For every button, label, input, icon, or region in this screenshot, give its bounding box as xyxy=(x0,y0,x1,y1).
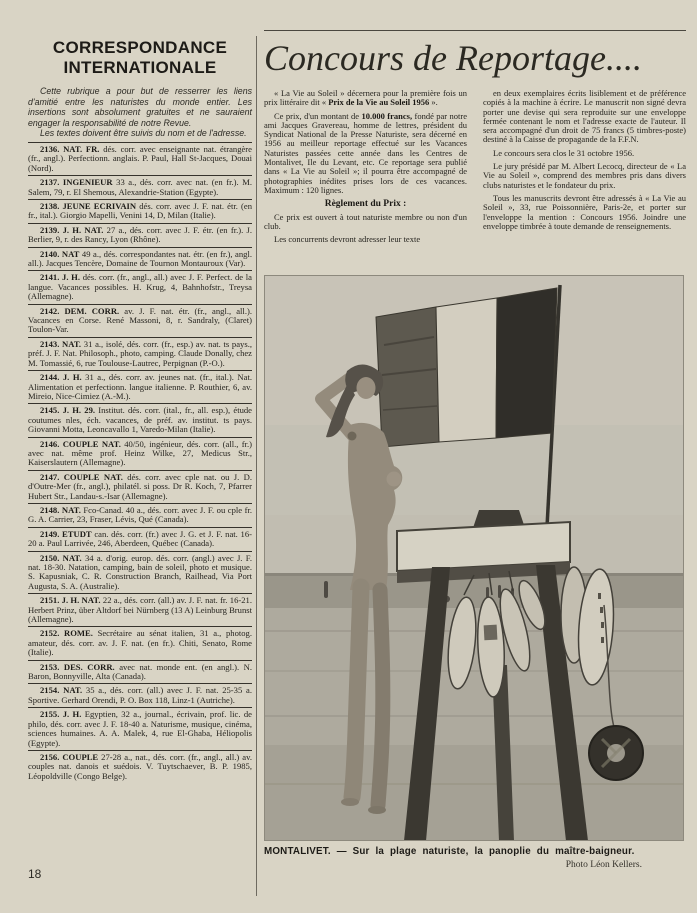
classified-ad xyxy=(28,175,252,197)
ad-lead: J. H. xyxy=(62,709,82,720)
ad-number: 2138. xyxy=(40,201,60,211)
ad-lead: INGENIEUR xyxy=(62,177,113,188)
ad-number: 2152. xyxy=(40,628,60,639)
photo-caption-block xyxy=(264,846,684,871)
article-column xyxy=(264,30,686,871)
article-title: Concours de Reportage.... xyxy=(264,38,642,78)
ad-text: 40/50, ingénieur, dés. corr. (all., fr.) avec nat. même prof. Heinz Wilke, 27, Medicus Str., Kaiserslautern (Allemagne). xyxy=(28,438,252,468)
ad-text: dés. corr. avec cple nat. ou J. D. d'Outre-Mer (fr., angl.), philatél. si poss. Dr R. Koch, 7, Pfarrer Hubert Str., Landau-s.-Isar (Allemagne). xyxy=(28,471,252,501)
ad-text: 34 a. d'orig. europ. dés. corr. (angl.) avec J. F. nat. 18-30. Natation, camping, bain de soleil, photo et musique. S. Kapusniak, C. R. Construction Branch, Railhead, Via Port Augusta, S. A. (Australie). xyxy=(28,552,252,591)
ad-lead: JEUNE ECRIVAIN xyxy=(62,201,137,211)
ad-text: 49 a., dés. correspondantes nat. étr. (en fr.), angl. all.). Jacques Tencère, Domaine de Tournon Montauroux (Var). xyxy=(28,248,252,269)
article-paragraph: Le jury présidé par M. Albert Lecocq, directeur de « La Vie au Soleil », comprend des membres pris dans divers clubs naturistes et le fondateur du prix. xyxy=(483,161,686,190)
ad-text: 31 a., isolé, dés. corr. (fr., esp.) av. nat. ts pays., préf. J. F. Nat. Philosoph., photo, camping. Claude Donally, chez M. Tomassié, 6, rue Toulouse-Lautrec, Perpignan (P.-O.). xyxy=(28,338,252,368)
ad-number: 2144. xyxy=(40,372,60,383)
correspondance-title xyxy=(28,38,252,78)
ad-text: 22 a., dés. corr. (all.) av. J. F. nat. fr. 16-21. Herbert Prinz, über Altdorf bei Nürnberg (13 A) Leinburg Brunst (Allemagne). xyxy=(28,595,252,625)
correspondance-title-line1: CORRESPONDANCE xyxy=(52,38,228,57)
classified-ad xyxy=(28,683,252,705)
ad-text: Fco-Canad. 40 a., dés. corr. avec J. F. ou cple fr. G. A. Carrier, 23, Fraser, Lévis, Qué (Canada). xyxy=(28,504,252,525)
classified-ad xyxy=(28,750,252,781)
ad-text: av. J. F. nat. étr. (fr., angl., all.). Vacances en Corse. René Massoni, 8, r. Sandraly, (Claret) Toulon-Var. xyxy=(28,305,252,335)
rubrique-intro-paragraph: Cette rubrique a pour but de resserrer les liens d'amitié entre les naturistes du monde entier. Les insertions sont absolument gratuites et ne sauraient engager la responsabilité de notre Revue. xyxy=(28,86,252,128)
ad-text: 33 a., dés. corr. avec nat. (en fr.). M. Salem, 79, r. El Shemous, Alexandrie-Station (Egypte). xyxy=(28,177,252,197)
classified-ad xyxy=(28,551,252,592)
classified-ad xyxy=(28,370,252,401)
classified-ad xyxy=(28,626,252,657)
classified-ads-list xyxy=(28,142,252,781)
classified-ad xyxy=(28,503,252,525)
ad-lead: J. H. xyxy=(62,272,80,283)
ad-number: 2154. xyxy=(40,685,60,696)
ad-text: 31 a., dés. corr. av. jeunes nat. (fr., ital.). Nat. Alimentation et perfectionn. langue italienne. P. Routhier, 6, av. Mireio, Nice-Cimiez (A.-M.). xyxy=(28,372,252,401)
ad-number: 2142. xyxy=(40,305,60,316)
column-divider xyxy=(256,36,257,896)
ad-lead: NAT. FR. xyxy=(63,143,100,154)
article-paragraph: Les concurrents devront adresser leur texte xyxy=(274,234,421,245)
beach-photo xyxy=(264,275,684,841)
classified-ad xyxy=(28,304,252,335)
ad-text: Secrétaire au sénat italien, 31 a., photog. amateur, dés. corr. av. J. F. nat. (en fr.). Chiti, Senato, Rome (Italie). xyxy=(28,628,253,658)
article-body-col2 xyxy=(483,89,686,271)
ad-lead: NAT. xyxy=(61,504,81,515)
classified-ad xyxy=(28,593,252,624)
article-body xyxy=(264,89,686,271)
correspondance-title-line2: INTERNATIONALE xyxy=(63,58,217,77)
ad-number: 2141. xyxy=(40,272,60,283)
classified-ad xyxy=(28,707,252,748)
classified-ad xyxy=(28,527,252,549)
ad-lead: COUPLE NAT. xyxy=(62,438,121,449)
ad-text: 27 a., dés. corr. avec J. F. étr. (en fr.). J. Berlier, 9, r. des Rancy, Lyon (Rhône). xyxy=(28,224,252,245)
classified-ad xyxy=(28,199,252,221)
page-number: 18 xyxy=(28,867,42,881)
article-paragraph: Le concours sera clos le 31 octobre 1956. xyxy=(493,147,635,158)
ad-number: 2137. xyxy=(40,177,60,188)
article-paragraph: Ce prix, d'un montant de 10.000 francs, fondé par notre ami Jacques Gravereau, homme de lettres, président du Syndicat National de la Presse Naturiste, sera décerné en 1956 au meilleur reportage effectué sur les Vacances Naturistes passées cette année dans les Centres de Montalivet, Ile du Levant, etc. Ce reportage sera publié dans « La Vie au Soleil »; il pourra être accompagné de photographies inédites prises lors de ces vacances. Maximum : 120 lignes. xyxy=(264,110,467,195)
classified-ad xyxy=(28,403,252,434)
ad-lead: J. H. NAT. xyxy=(62,224,104,235)
ad-text: can. dés. corr. (fr.) avec J. G. et J. F. nat. 16-20 a. Paul Larrivée, 246, Aberdeen, Québec (Canada). xyxy=(28,528,252,549)
ad-number: 2150. xyxy=(40,552,60,563)
correspondance-column xyxy=(28,38,252,783)
ad-number: 2145. xyxy=(40,405,60,416)
classified-ad xyxy=(28,337,252,368)
ad-lead: COUPLE NAT. xyxy=(63,471,123,482)
ad-text: avec nat. monde ent. (en angl.). N. Baron, Bonnyville, Alta (Canada). xyxy=(28,661,252,682)
ad-text: 35 a., dés. corr. (all.) avec J. F. nat. 25-35 a. Sportive. Gerhard Orendi, P. O. Box 118, Linz-1 (Autriche). xyxy=(28,685,252,705)
ad-number: 2147. xyxy=(40,471,60,482)
ad-number: 2155. xyxy=(40,709,60,720)
ad-number: 2143. xyxy=(40,338,60,349)
rubrique-intro-paragraph: Les textes doivent être suivis du nom et de l'adresse. xyxy=(40,128,247,139)
ad-lead: NAT. xyxy=(62,552,82,563)
photo-credit: Photo Léon Kellers. xyxy=(565,860,642,870)
ad-number: 2148. xyxy=(40,504,60,515)
ad-lead: J. H. 29. xyxy=(62,405,96,416)
ad-lead: NAT. xyxy=(62,338,82,349)
photo-caption: MONTALIVET. — Sur la plage naturiste, la panoplie du maître-baigneur. xyxy=(264,846,635,857)
article-top-rule xyxy=(264,30,686,31)
classified-ad xyxy=(28,470,252,501)
classified-ad xyxy=(28,223,252,245)
ad-lead: NAT xyxy=(61,248,80,259)
ad-number: 2151. xyxy=(40,595,60,606)
rubrique-intro xyxy=(28,86,252,139)
article-body-col1 xyxy=(264,89,467,271)
ad-number: 2136. xyxy=(40,143,60,154)
ad-lead: NAT. xyxy=(63,685,83,696)
ad-lead: ROME. xyxy=(64,628,93,639)
ad-text: Egyptien, 32 a., journal., écrivain, prof. lic. de philo, dés. corr. avec J. F. 18-40 a. Naturisme, musique, cinéma, sciences humaines. A. A. Malek, 4, rue El-Ghaba, Héliopolis (Egypte). xyxy=(28,709,252,748)
ad-number: 2153. xyxy=(40,661,60,672)
ad-text: 27-28 a., nat., dés. corr. (fr., angl., all.) av. couples nat. danois et suédois. V. Tuytschaever, B. P. 1985, Léopoldville (Congo Belge). xyxy=(28,751,252,781)
article-paragraph: Tous les manuscrits devront être adressés à « La Vie au Soleil », 33, rue Poissonnière, Paris-2e, et porter sur l'enveloppe la mention : Concours 1956. Joindre une enveloppe timbrée à toute demande de renseignements. xyxy=(483,192,686,231)
ad-lead: ETUDT xyxy=(62,528,92,539)
ad-number: 2139. xyxy=(40,224,60,235)
ad-text: dés. corr. avec J. F. nat. étr. (en fr., ital.). Giorgio Mapelli, Venini 14, D, Milan (Italie). xyxy=(28,201,252,221)
ad-lead: J. H. xyxy=(62,372,82,383)
classified-ad xyxy=(28,437,252,468)
classified-ad xyxy=(28,247,252,269)
ad-lead: COUPLE xyxy=(62,751,99,762)
classified-ad xyxy=(28,270,252,301)
ad-text: dés. corr. (fr., angl., all.) avec J. F. Perfect. de la langue. Vacances possibles. H. Krug, 4, Bahnhofstr., Treysa (Allemagne). xyxy=(28,272,252,302)
ad-number: 2149. xyxy=(40,528,60,539)
ad-text: dés. corr. avec enseignante nat. étrangère (fr., angl.). Perfectionn. anglais. P. Paul, Hall St-Jacques, Douai (Nord). xyxy=(28,143,252,173)
reglement-heading: Règlement du Prix : xyxy=(324,199,407,210)
article-paragraph: Ce prix est ouvert à tout naturiste membre ou non d'un club. xyxy=(264,211,467,231)
ad-text: Institut. dés. corr. (ital., fr., all. esp.), étude coutumes nles, éch. vacances, de préf. av. institut. ts pays. Giovanni Motta, Leoncavallo 1, Varedo-Milan (Italie). xyxy=(28,405,252,435)
ad-number: 2156. xyxy=(40,751,60,762)
ad-lead: DES. CORR. xyxy=(63,661,115,672)
ad-lead: DEM. CORR. xyxy=(64,305,120,316)
article-paragraph: « La Vie au Soleil » décernera pour la première fois un prix littéraire dit « Prix de la Vie au Soleil 1956 ». xyxy=(264,89,467,108)
ad-number: 2140. xyxy=(40,248,60,259)
classified-ad xyxy=(28,660,252,682)
ad-number: 2146. xyxy=(40,438,60,449)
classified-ad xyxy=(28,142,252,173)
ad-lead: J. H. NAT. xyxy=(61,595,101,606)
article-paragraph: en deux exemplaires écrits lisiblement et de préférence copiés à la machine à écrire. Le manuscrit non signé devra porter une devise qui sera reproduite sur une enveloppe fermée contenant le nom et l'adresse exacte de l'auteur. Il sera accompagné d'un droit de 75 francs (5 timbres-poste) destiné à la Caisse de propagande de la F.F.N. xyxy=(483,89,686,145)
